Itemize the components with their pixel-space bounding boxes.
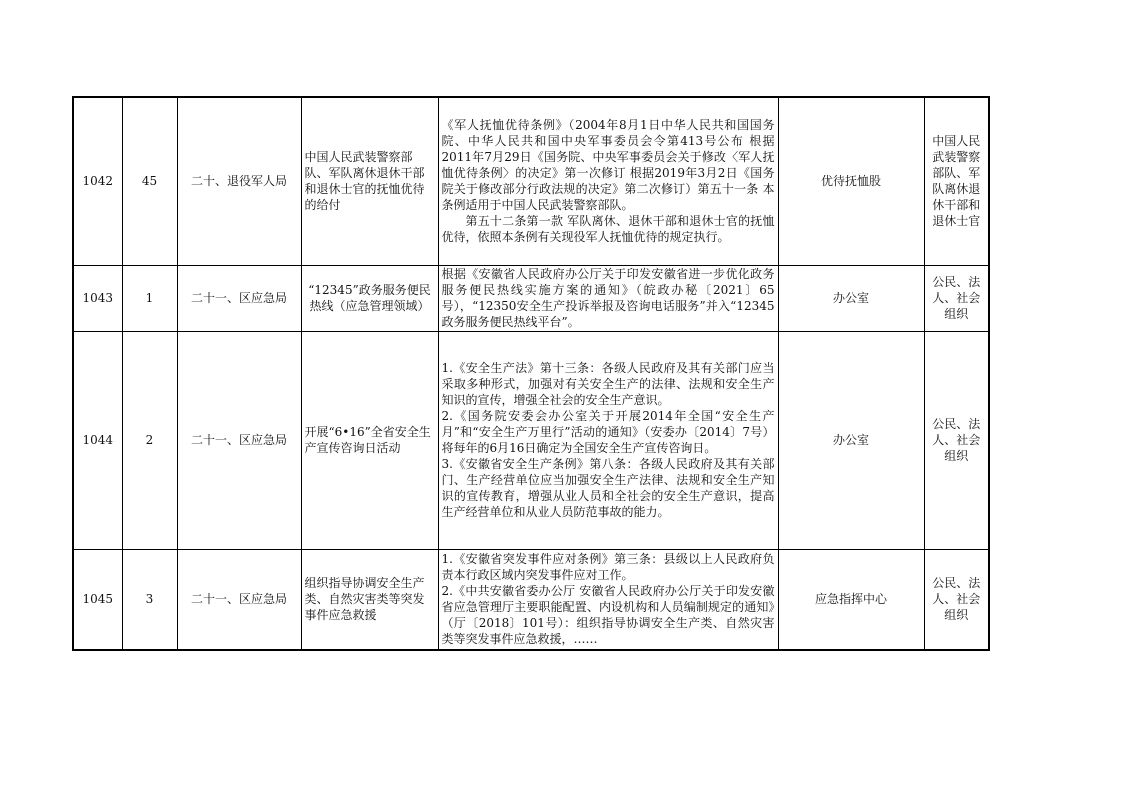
basis-paragraph: 《军人抚恤优待条例》（2004年8月1日中华人民共和国国务院、中华人民共和国中央军事委员会令第413号公布 根据2011年7月29日《国务院、中央军事委员会关于修改〈军人抚恤优待条例〉的决定》第一次修订 根据2019年3月2日《国务院关于修改部分行政法规的决定》第二次修订）第五十一条 本条例适用于中国人民武装警察部队。 <box>441 118 775 213</box>
legal-basis-cell <box>438 265 778 331</box>
row-number-cell: 1044 <box>73 331 122 549</box>
sequence-cell: 1 <box>122 265 177 331</box>
department-cell: 优待抚恤股 <box>778 97 924 265</box>
legal-basis-cell <box>438 331 778 549</box>
basis-paragraph: 1.《安徽省突发事件应对条例》第三条：县级以上人民政府负责本行政区域内突发事件应对工作。 <box>441 552 775 583</box>
department-cell: 办公室 <box>778 331 924 549</box>
agency-cell: 二十、退役军人局 <box>177 97 301 265</box>
target-cell: 公民、法人、社会组织 <box>924 265 989 331</box>
sequence-cell: 3 <box>122 549 177 650</box>
agency-cell: 二十一、区应急局 <box>177 331 301 549</box>
item-name-cell: 中国人民武装警察部队、军队离休退休干部和退休士官的抚恤优待的给付 <box>301 97 438 265</box>
row-number-cell: 1045 <box>73 549 122 650</box>
item-name-cell: 开展“6•16”全省安全生产宣传咨询日活动 <box>301 331 438 549</box>
sequence-cell: 2 <box>122 331 177 549</box>
basis-paragraph: 2.《中共安徽省委办公厅 安徽省人民政府办公厅关于印发安徽省应急管理厅主要职能配置、内设机构和人员编制规定的通知》（厅〔2018〕101号）：组织指导协调安全生产类、自然灾害类等突发事件应急救援，…… <box>441 584 775 647</box>
basis-paragraph: 3.《安徽省安全生产条例》第八条：各级人民政府及其有关部门、生产经营单位应当加强安全生产法律、法规和安全生产知识的宣传教育，增强从业人员和全社会的安全生产意识，提高生产经营单位和从业人员防范事故的能力。 <box>441 457 775 519</box>
item-name-cell: 组织指导协调安全生产类、自然灾害类等突发事件应急救援 <box>301 549 438 650</box>
basis-paragraph: 第五十二条第一款 军队离休、退休干部和退休士官的抚恤优待，依照本条例有关现役军人抚恤优待的规定执行。 <box>441 214 775 245</box>
legal-basis-cell <box>438 549 778 650</box>
basis-paragraph: 根据《安徽省人民政府办公厅关于印发安徽省进一步优化政务服务便民热线实施方案的通知》（皖政办秘〔2021〕65号），“12350安全生产投诉举报及咨询电话服务”并入“12345政务服务便民热线平台”。 <box>441 267 775 329</box>
table-row <box>73 549 989 650</box>
department-cell: 应急指挥中心 <box>778 549 924 650</box>
row-number-cell: 1043 <box>73 265 122 331</box>
table-row <box>73 331 989 549</box>
row-number-cell: 1042 <box>73 97 122 265</box>
matters-table <box>72 96 990 651</box>
agency-cell: 二十一、区应急局 <box>177 549 301 650</box>
basis-paragraph: 2.《国务院安委会办公室关于开展2014年全国“安全生产月”和“安全生产万里行”活动的通知》（安委办〔2014〕7号）将每年的6月16日确定为全国安全生产宣传咨询日。 <box>441 409 775 455</box>
sequence-cell: 45 <box>122 97 177 265</box>
table-row <box>73 265 989 331</box>
table-row <box>73 97 989 265</box>
basis-paragraph: 1.《安全生产法》第十三条：各级人民政府及其有关部门应当采取多种形式，加强对有关安全生产的法律、法规和安全生产知识的宣传，增强全社会的安全生产意识。 <box>441 361 775 407</box>
target-cell: 中国人民武装警察部队、军队离休退休干部和退休士官 <box>924 97 989 265</box>
item-name-cell: “12345”政务服务便民热线（应急管理领域） <box>301 265 438 331</box>
legal-basis-cell <box>438 97 778 265</box>
department-cell: 办公室 <box>778 265 924 331</box>
target-cell: 公民、法人、社会组织 <box>924 331 989 549</box>
agency-cell: 二十一、区应急局 <box>177 265 301 331</box>
target-cell: 公民、法人、社会组织 <box>924 549 989 650</box>
